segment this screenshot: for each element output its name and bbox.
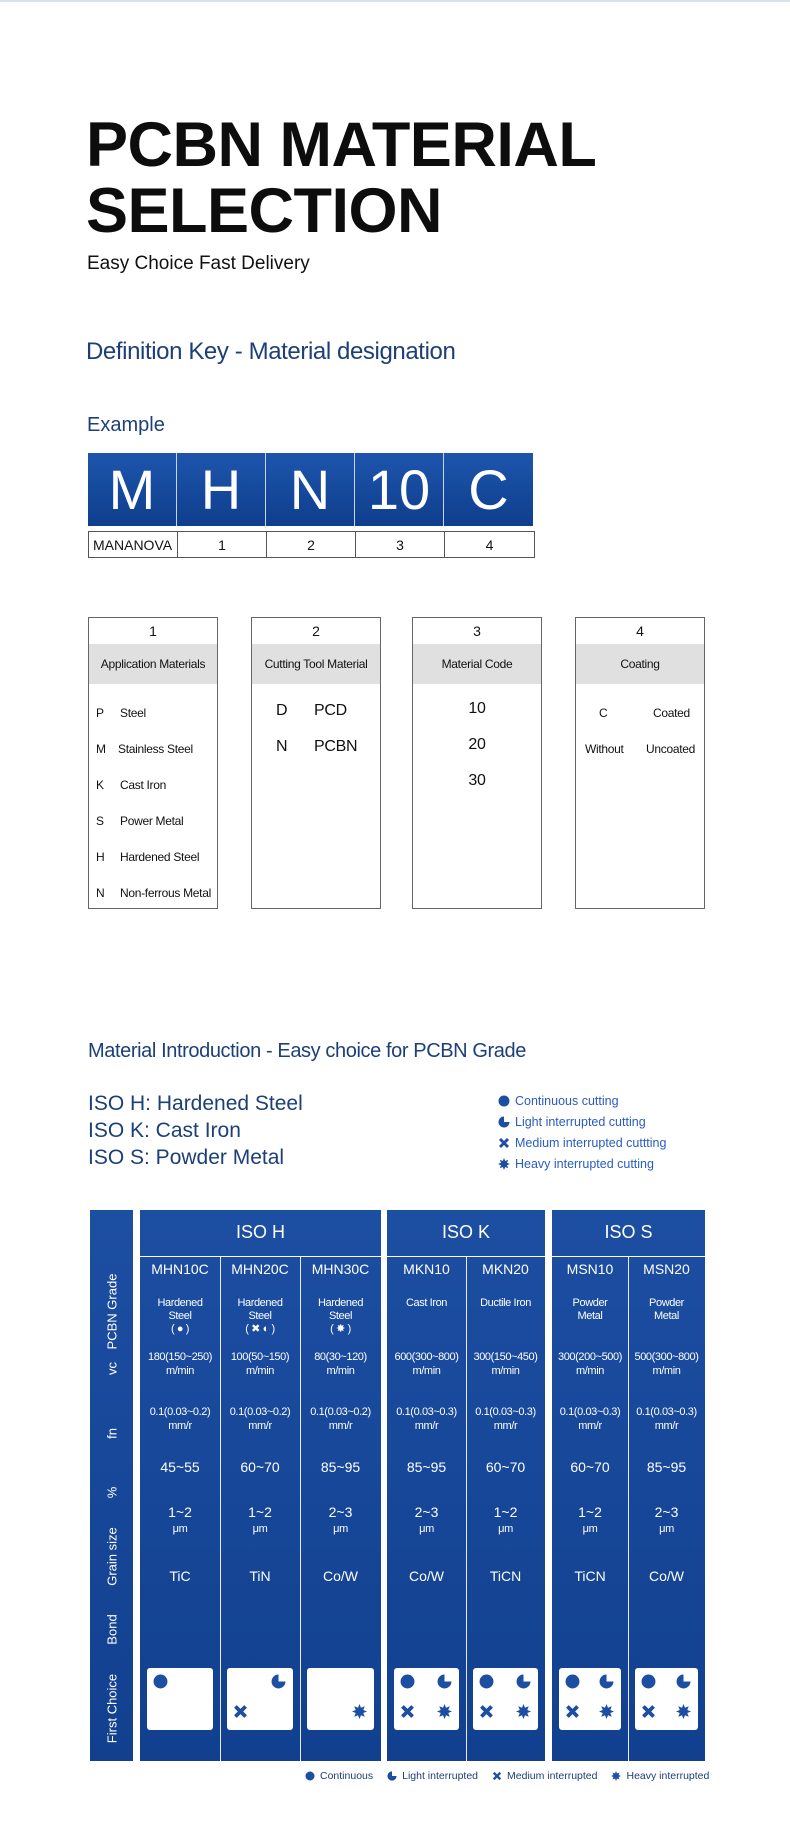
light-cutting-icon bbox=[599, 1674, 614, 1689]
grade-vc-unit: m/min bbox=[326, 1365, 355, 1377]
first-choice-box bbox=[307, 1668, 374, 1730]
grade-material: Hardened bbox=[237, 1297, 283, 1309]
first-choice-box bbox=[227, 1668, 293, 1730]
continuous-cutting-icon bbox=[498, 1095, 510, 1107]
legend-label: Medium interrupted cuttting bbox=[515, 1136, 667, 1150]
grade-name: MKN10 bbox=[403, 1261, 450, 1277]
key-box-cutting-tool-material bbox=[251, 617, 381, 909]
legend-light bbox=[498, 1115, 646, 1129]
heavy-interrupted-icon bbox=[498, 1158, 510, 1170]
grade-vc: 100(50~150) bbox=[230, 1351, 290, 1363]
key-box-number: 4 bbox=[636, 623, 644, 639]
light-interrupted-icon bbox=[498, 1116, 510, 1128]
key-value: Stainless Steel bbox=[118, 742, 193, 756]
grade-material: Cast Iron bbox=[405, 1297, 448, 1309]
first-choice-box bbox=[559, 1668, 621, 1730]
grade-bond: Co/W bbox=[323, 1568, 358, 1584]
heavy-cutting-icon bbox=[599, 1704, 614, 1719]
bottom-legend-continuous bbox=[305, 1770, 373, 1782]
code-cell: M bbox=[88, 453, 177, 526]
grade-material-symbols: ( ✸ ) bbox=[330, 1323, 351, 1335]
legend-label: Heavy interrupted cutting bbox=[515, 1157, 654, 1171]
first-choice-box bbox=[394, 1668, 459, 1730]
group-title-iso-k: ISO K bbox=[441, 1222, 490, 1242]
key-letter: S bbox=[96, 814, 104, 828]
grade-grain-size: 1~2 bbox=[248, 1504, 272, 1520]
grade-bond: TiC bbox=[169, 1568, 191, 1584]
grade-vc-unit: m/min bbox=[166, 1365, 194, 1377]
key-value: Hardened Steel bbox=[120, 850, 200, 864]
key-letter: C bbox=[599, 706, 608, 720]
grade-vc-unit: m/min bbox=[412, 1365, 441, 1377]
grade-material: Powder bbox=[649, 1297, 684, 1309]
grade-grain-unit: μm bbox=[252, 1523, 268, 1535]
code-cell: N bbox=[266, 453, 355, 526]
grade-material: Ductile Iron bbox=[480, 1297, 531, 1309]
grade-grain-unit: μm bbox=[419, 1523, 434, 1535]
medium-interrupted-icon bbox=[498, 1137, 510, 1149]
grade-name: MSN20 bbox=[643, 1261, 690, 1277]
index-cell: 2 bbox=[267, 532, 356, 557]
grade-material: Metal bbox=[654, 1310, 679, 1322]
continuous-cutting-icon bbox=[153, 1674, 168, 1689]
grade-material: Steel bbox=[168, 1310, 192, 1322]
continuous-cutting-icon bbox=[641, 1674, 656, 1689]
row-label-vc: vc bbox=[104, 1362, 120, 1375]
bottom-legend bbox=[305, 1770, 723, 1782]
grade-grain-unit: μm bbox=[659, 1523, 674, 1535]
top-border bbox=[0, 0, 790, 2]
light-interrupted-icon bbox=[387, 1771, 397, 1781]
grade-bond: Co/W bbox=[409, 1568, 444, 1584]
key-value: Uncoated bbox=[646, 742, 695, 756]
key-value: Non-ferrous Metal bbox=[120, 886, 211, 900]
grade-bond: TiCN bbox=[489, 1568, 522, 1584]
grade-grain-size: 1~2 bbox=[493, 1504, 518, 1520]
page-subtitle: Easy Choice Fast Delivery bbox=[87, 253, 310, 274]
key-box-application-materials bbox=[88, 617, 218, 909]
key-value: 20 bbox=[468, 736, 486, 753]
bottom-legend-heavy bbox=[611, 1770, 709, 1782]
grade-vc: 300(150~450) bbox=[473, 1351, 538, 1363]
key-value: Cast Iron bbox=[120, 778, 166, 792]
light-cutting-icon bbox=[516, 1674, 531, 1689]
grade-material: Steel bbox=[248, 1310, 272, 1322]
medium-cutting-icon bbox=[565, 1704, 580, 1719]
grade-percent: 85~95 bbox=[320, 1459, 361, 1475]
grade-bond: TiCN bbox=[574, 1568, 606, 1584]
key-letter: H bbox=[96, 850, 105, 864]
grade-material-symbols: ( ✖ ◐ ) bbox=[245, 1323, 275, 1335]
group-divider bbox=[140, 1256, 381, 1257]
grade-vc-unit: m/min bbox=[576, 1365, 604, 1377]
grade-bond: Co/W bbox=[649, 1568, 684, 1584]
code-cell: H bbox=[177, 453, 266, 526]
grade-vc-unit: m/min bbox=[652, 1365, 681, 1377]
grade-fn: 0.1(0.03~0.3) bbox=[636, 1406, 697, 1418]
bottom-legend-label: Light interrupted bbox=[402, 1770, 479, 1782]
grade-fn-unit: mm/r bbox=[328, 1420, 353, 1432]
row-label-grade: PCBN Grade bbox=[104, 1273, 120, 1350]
grade-material: Metal bbox=[577, 1310, 603, 1322]
grade-vc-unit: m/min bbox=[246, 1365, 274, 1377]
key-box-heading: Cutting Tool Material bbox=[252, 644, 380, 684]
grade-fn-unit: mm/r bbox=[578, 1420, 602, 1432]
grade-fn: 0.1(0.03~0.3) bbox=[396, 1406, 457, 1418]
key-letter: K bbox=[96, 778, 104, 792]
key-value: Power Metal bbox=[120, 814, 184, 828]
key-box-coating bbox=[575, 617, 705, 909]
grade-name: MHN30C bbox=[311, 1261, 370, 1277]
grade-fn: 0.1(0.03~0.2) bbox=[229, 1406, 291, 1418]
key-value: PCBN bbox=[314, 738, 358, 755]
grade-fn: 0.1(0.03~0.3) bbox=[559, 1406, 621, 1418]
heavy-cutting-icon bbox=[676, 1704, 691, 1719]
heavy-interrupted-icon bbox=[611, 1771, 621, 1781]
legend-label: Light interrupted cutting bbox=[515, 1115, 646, 1129]
grade-grain-size: 1~2 bbox=[168, 1504, 192, 1520]
heavy-cutting-icon bbox=[437, 1704, 452, 1719]
grade-name: MKN20 bbox=[482, 1261, 529, 1277]
grade-bond: TiN bbox=[249, 1568, 271, 1584]
grade-name: MSN10 bbox=[566, 1261, 614, 1277]
index-cell: 4 bbox=[485, 536, 494, 553]
group-title-iso-s: ISO S bbox=[604, 1222, 653, 1242]
example-label: Example bbox=[87, 414, 165, 436]
row-label-bond: Bond bbox=[104, 1614, 120, 1645]
key-letter: M bbox=[96, 742, 106, 756]
grade-percent: 60~70 bbox=[485, 1459, 526, 1475]
medium-cutting-icon bbox=[400, 1704, 415, 1719]
key-letter: Without bbox=[585, 742, 624, 756]
row-label-fn: fn bbox=[104, 1428, 120, 1439]
material-intro-heading: Material Introduction - Easy choice for PCBN Grade bbox=[88, 1040, 526, 1062]
grade-material-symbols: ( ● ) bbox=[170, 1323, 190, 1335]
grade-material: Powder bbox=[572, 1297, 608, 1309]
bottom-legend-label: Medium interrupted bbox=[507, 1770, 598, 1782]
grade-grain-size: 1~2 bbox=[578, 1504, 602, 1520]
grade-grain-size: 2~3 bbox=[414, 1504, 439, 1520]
grade-vc-unit: m/min bbox=[491, 1365, 520, 1377]
grade-percent: 45~55 bbox=[160, 1459, 200, 1475]
grade-grain-size: 2~3 bbox=[654, 1504, 679, 1520]
row-label-first-choice: First Choice bbox=[104, 1673, 120, 1744]
key-box-number: 1 bbox=[149, 623, 157, 639]
grade-percent: 85~95 bbox=[406, 1459, 447, 1475]
grade-fn: 0.1(0.03~0.2) bbox=[149, 1406, 211, 1418]
grade-percent: 60~70 bbox=[240, 1459, 280, 1475]
code-cell: 10 bbox=[355, 453, 444, 526]
grade-name: MHN20C bbox=[231, 1261, 289, 1277]
grade-material: Steel bbox=[328, 1310, 353, 1322]
light-cutting-icon bbox=[676, 1674, 691, 1689]
medium-interrupted-icon bbox=[492, 1771, 502, 1781]
heavy-cutting-icon bbox=[352, 1704, 367, 1719]
designation-code-row bbox=[88, 453, 533, 526]
grade-fn-unit: mm/r bbox=[248, 1420, 272, 1432]
key-letter: N bbox=[96, 886, 105, 900]
grade-material: Hardened bbox=[317, 1297, 364, 1309]
grade-grain-unit: μm bbox=[172, 1523, 188, 1535]
iso-s-line: ISO S: Powder Metal bbox=[88, 1146, 285, 1169]
grade-vc: 300(200~500) bbox=[557, 1351, 622, 1363]
first-choice-box bbox=[635, 1668, 698, 1730]
grade-grain-unit: μm bbox=[333, 1523, 348, 1535]
continuous-cutting-icon bbox=[400, 1674, 415, 1689]
key-value: Steel bbox=[120, 706, 146, 720]
light-cutting-icon bbox=[271, 1674, 286, 1689]
medium-cutting-icon bbox=[479, 1704, 494, 1719]
definition-key-heading: Definition Key - Material designation bbox=[86, 338, 456, 365]
grade-fn: 0.1(0.03~0.2) bbox=[310, 1406, 371, 1418]
first-choice-box bbox=[147, 1668, 213, 1730]
legend-label: Continuous cutting bbox=[515, 1094, 619, 1108]
title-line-2: SELECTION bbox=[86, 176, 443, 246]
grade-grain-size: 2~3 bbox=[328, 1504, 353, 1520]
index-cell: MANANOVA bbox=[89, 532, 178, 557]
pcbn-grade-table bbox=[90, 1210, 705, 1761]
bottom-legend-label: Continuous bbox=[320, 1770, 374, 1782]
index-cell: 1 bbox=[178, 532, 267, 557]
key-letter: P bbox=[96, 706, 104, 720]
designation-index-row bbox=[88, 531, 535, 558]
medium-cutting-icon bbox=[641, 1704, 656, 1719]
key-box-number: 3 bbox=[473, 623, 481, 639]
page-title bbox=[86, 112, 596, 244]
bottom-legend-light bbox=[387, 1770, 478, 1782]
key-value: 30 bbox=[468, 772, 486, 789]
continuous-cutting-icon bbox=[305, 1771, 315, 1781]
grade-vc: 80(30~120) bbox=[314, 1351, 367, 1363]
code-cell: C bbox=[444, 453, 533, 526]
row-label-percent: % bbox=[104, 1486, 120, 1499]
grade-name: MHN10C bbox=[151, 1261, 209, 1277]
group-title-iso-h: ISO H bbox=[235, 1222, 285, 1242]
key-value: PCD bbox=[314, 702, 347, 719]
iso-h-line: ISO H: Hardened Steel bbox=[88, 1092, 303, 1115]
legend-continuous bbox=[498, 1094, 619, 1108]
grade-vc: 180(150~250) bbox=[147, 1351, 212, 1363]
key-box-number: 2 bbox=[312, 623, 320, 639]
grade-material: Hardened bbox=[157, 1297, 203, 1309]
grade-fn: 0.1(0.03~0.3) bbox=[475, 1406, 536, 1418]
bottom-legend-label: Heavy interrupted bbox=[626, 1770, 710, 1782]
legend-medium bbox=[498, 1136, 666, 1150]
heavy-cutting-icon bbox=[516, 1704, 531, 1719]
grade-vc: 500(300~800) bbox=[634, 1351, 699, 1363]
bottom-legend-medium bbox=[492, 1770, 597, 1782]
medium-cutting-icon bbox=[233, 1704, 248, 1719]
grade-grain-unit: μm bbox=[498, 1523, 513, 1535]
first-choice-box bbox=[473, 1668, 538, 1730]
key-value: Coated bbox=[653, 706, 690, 720]
light-cutting-icon bbox=[437, 1674, 452, 1689]
key-box-heading: Coating bbox=[576, 644, 704, 684]
key-box-heading: Material Code bbox=[413, 644, 541, 684]
grade-fn-unit: mm/r bbox=[654, 1420, 679, 1432]
row-label-grain-size: Grain size bbox=[104, 1527, 120, 1586]
grade-fn-unit: mm/r bbox=[493, 1420, 518, 1432]
iso-k-line: ISO K: Cast Iron bbox=[88, 1119, 241, 1142]
grade-vc: 600(300~800) bbox=[394, 1351, 459, 1363]
key-box-material-code bbox=[412, 617, 542, 909]
index-cell: 3 bbox=[356, 532, 445, 557]
key-letter: D bbox=[276, 702, 288, 719]
grade-grain-unit: μm bbox=[582, 1523, 598, 1535]
title-line-1: PCBN MATERIAL bbox=[86, 110, 597, 180]
key-letter: N bbox=[276, 738, 288, 755]
key-value: 10 bbox=[468, 700, 486, 717]
continuous-cutting-icon bbox=[479, 1674, 494, 1689]
legend-heavy bbox=[498, 1157, 654, 1171]
grade-fn-unit: mm/r bbox=[168, 1420, 192, 1432]
grade-percent: 60~70 bbox=[570, 1459, 610, 1475]
grade-percent: 85~95 bbox=[646, 1459, 687, 1475]
grade-fn-unit: mm/r bbox=[414, 1420, 439, 1432]
key-box-heading: Application Materials bbox=[89, 644, 217, 684]
continuous-cutting-icon bbox=[565, 1674, 580, 1689]
